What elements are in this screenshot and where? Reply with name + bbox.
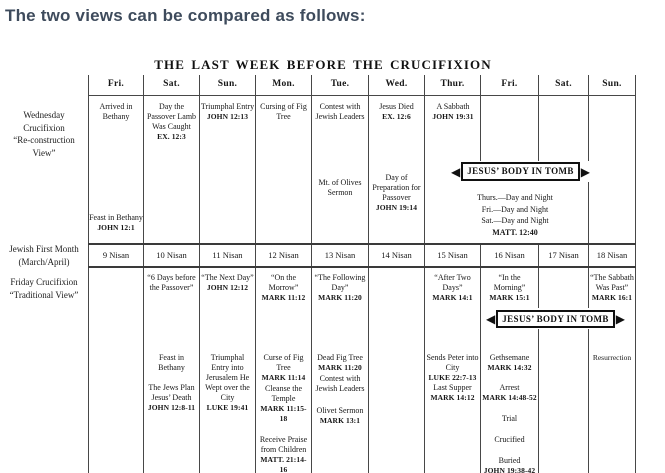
cell-ev-mon: [256, 348, 312, 473]
intro-text: The two views can be compared as follows:: [5, 6, 366, 25]
comparison-table: [88, 75, 636, 473]
event-block: [257, 384, 310, 423]
table-title: THE LAST WEEK BEFORE THE CRUCIFIXION: [154, 57, 492, 72]
scripture-ref: JOHN 19:31: [432, 112, 474, 121]
label-wednesday-view: [0, 109, 88, 159]
event-block: [482, 383, 537, 402]
quote-text: “The Following Day”: [314, 273, 366, 292]
event-block: [426, 383, 479, 402]
cell-ev-tue: [312, 348, 369, 473]
cell-trad-sat1: [144, 267, 200, 348]
quote-text: “On the Morrow”: [268, 273, 299, 292]
scripture-ref: JOHN 12:13: [206, 112, 249, 121]
cell-rec-tue: [312, 96, 369, 245]
scripture-ref: LUKE 22:7-13: [428, 373, 477, 382]
column-divider: [538, 96, 539, 162]
note-line: Thurs.—Day and Night: [477, 193, 553, 202]
event-text: Day of Preparation for Passover: [372, 173, 421, 202]
quote-text: “After Two Days”: [434, 273, 471, 292]
scripture-ref: JOHN 12:1: [97, 222, 135, 232]
scripture-ref: JOHN 19:38-42: [483, 465, 536, 473]
event-block: [89, 213, 143, 232]
event-text: Dead Fig Tree: [317, 353, 363, 362]
tomb-banner-reconstruction: [451, 161, 590, 182]
event-block: [89, 102, 143, 122]
event-text: Contest with Jewish Leaders: [315, 374, 365, 394]
event-text: Triumphal Entry into Jerusalem He Wept over the City: [205, 353, 250, 402]
cell-ev-fri2: [481, 348, 539, 473]
nisan-cell: 11 Nisan: [200, 244, 256, 267]
event-text: Feast in Bethany: [89, 212, 143, 222]
right-arrow-icon: ▶: [580, 164, 591, 179]
nisan-cell: 15 Nisan: [425, 244, 481, 267]
event-block: [313, 406, 367, 425]
cell-trad-thur: [425, 267, 481, 348]
label-line: View”: [32, 147, 56, 158]
event-block: [313, 353, 367, 372]
label-line: “Traditional View”: [9, 289, 79, 300]
event-block: [482, 435, 537, 445]
cell-ev-sat2: [539, 348, 589, 473]
nisan-cell: 13 Nisan: [312, 244, 369, 267]
event-text: Resurrection: [592, 353, 632, 362]
cell-rec-mon: [256, 96, 312, 245]
label-line: Friday Crucifixion: [10, 277, 78, 287]
tomb-note: [445, 192, 585, 238]
nisan-cell: 18 Nisan: [589, 244, 636, 267]
label-jewish-month: [0, 243, 88, 268]
nisan-cell: 10 Nisan: [144, 244, 200, 267]
cell-trad-tue: [312, 267, 369, 348]
day-header-tue: Tue.: [312, 75, 369, 96]
event-text: Triumphal Entry: [200, 102, 255, 111]
event-text: Day the Passover Lamb Was Caught: [146, 102, 197, 131]
event-text: Buried: [498, 455, 521, 465]
day-header-sat1: Sat.: [144, 75, 200, 96]
scripture-ref: MARK 11:20: [318, 363, 362, 372]
event-text: Contest with Jewish Leaders: [315, 102, 365, 121]
event-text: The Jews Plan Jesus’ Death: [148, 383, 195, 402]
event-text: A Sabbath: [436, 102, 470, 111]
event-block: [312, 178, 368, 198]
nisan-cell: 9 Nisan: [89, 244, 144, 267]
nisan-cell: 12 Nisan: [256, 244, 312, 267]
scripture-ref: MATT. 21:14-16: [260, 455, 307, 473]
quote-text: “6 Days before the Passover”: [147, 273, 196, 292]
reconstruction-view-row: [89, 96, 636, 245]
event-text: Jesus Died: [379, 102, 414, 111]
day-header-mon: Mon.: [256, 75, 312, 96]
left-arrow-icon: ◀: [486, 311, 496, 326]
note-line: Sat.—Day and Night: [481, 216, 549, 226]
event-text: Crucified: [494, 434, 525, 444]
cell-ev-wed: [369, 348, 425, 473]
label-friday-view: [0, 276, 88, 301]
scripture-ref: MARK 16:1: [591, 293, 633, 302]
scripture-ref: JOHN 19:14: [375, 203, 418, 212]
scripture-ref: MARK 14:32: [487, 363, 532, 372]
cell-rec-tomb-zone: [425, 96, 589, 245]
event-block: [200, 102, 255, 121]
cell-trad-fri1: [89, 267, 144, 348]
nisan-cell: 17 Nisan: [539, 244, 589, 267]
label-line: Crucifixion: [23, 122, 65, 133]
scripture-ref: MARK 14:1: [432, 293, 473, 302]
event-text: Feast in Bethany: [158, 353, 185, 372]
scripture-ref: JOHN 12:12: [206, 283, 249, 292]
event-text: Arrest: [499, 383, 520, 393]
label-line: “Re-construction: [13, 135, 75, 146]
event-text: Mt. of Olives Sermon: [318, 178, 362, 197]
scripture-ref: EX. 12:3: [157, 132, 186, 141]
event-block: [144, 102, 199, 141]
event-block: [369, 102, 424, 121]
scripture-ref: MARK 11:14: [261, 373, 306, 382]
event-block: [369, 173, 424, 212]
event-text: Sends Peter into City: [426, 353, 479, 372]
day-header-fri2: Fri.: [481, 75, 539, 96]
cell-rec-fri1: [89, 96, 144, 245]
quote-text: “The Sabbath Was Past”: [590, 273, 634, 292]
event-block: [145, 383, 198, 412]
day-header-sun1: Sun.: [200, 75, 256, 96]
scripture-ref: MARK 11:20: [318, 293, 362, 302]
event-block: [256, 102, 311, 122]
event-block: [482, 456, 537, 473]
event-block: [482, 414, 537, 424]
scripture-ref: MARK 14:12: [430, 393, 475, 403]
scripture-ref: MARK 13:1: [319, 416, 361, 426]
day-header-sat2: Sat.: [539, 75, 589, 96]
event-block: [426, 353, 479, 382]
scripture-ref: MARK 11:15-18: [260, 404, 307, 423]
event-text: Cursing of Fig Tree: [260, 102, 307, 121]
day-header-row: [89, 75, 636, 96]
cell-ev-sun2: [589, 348, 636, 473]
scripture-ref: MARK 11:12: [261, 293, 306, 302]
scripture-ref: JOHN 12:8-11: [147, 403, 196, 412]
event-block: [257, 353, 310, 382]
scripture-ref: MARK 15:1: [489, 293, 530, 302]
event-text: Curse of Fig Tree: [263, 353, 304, 372]
cell-rec-sat1: [144, 96, 200, 245]
cell-ev-sat1: [144, 348, 200, 473]
label-line: (March/April): [18, 256, 70, 267]
event-text: Cleanse the Temple: [264, 384, 303, 404]
label-line: Jewish First Month: [9, 244, 79, 254]
cell-trad-wed: [369, 267, 425, 348]
tomb-banner-traditional: [486, 308, 625, 329]
scripture-ref: MATT. 12:40: [492, 227, 538, 237]
nisan-row: [89, 244, 636, 267]
event-block: [145, 353, 198, 373]
event-block: [312, 102, 368, 122]
event-text: Trial: [501, 413, 518, 423]
right-arrow-icon: ▶: [615, 311, 626, 326]
left-arrow-icon: ◀: [451, 164, 461, 179]
day-header-thur: Thur.: [425, 75, 481, 96]
event-text: Receive Praise from Children: [259, 435, 308, 455]
event-text: Gethsemane: [489, 353, 530, 362]
scripture-ref: EX. 12:6: [382, 112, 411, 121]
cell-ev-thur: [425, 348, 481, 473]
tomb-banner-label: JESUS’ BODY IN TOMB: [496, 310, 615, 328]
event-block: [482, 353, 537, 372]
cell-rec-sun2: [589, 96, 636, 245]
day-header-sun2: Sun.: [589, 75, 636, 96]
event-block: [201, 353, 254, 412]
event-text: Arrived in Bethany: [99, 102, 133, 121]
column-divider: [480, 96, 481, 162]
quote-text: “The Next Day”: [201, 273, 254, 282]
nisan-cell: 14 Nisan: [369, 244, 425, 267]
label-line: Wednesday: [23, 110, 65, 120]
event-block: [425, 102, 481, 121]
traditional-events-row: [89, 348, 636, 473]
cell-trad-sun1: [200, 267, 256, 348]
day-header-wed: Wed.: [369, 75, 425, 96]
event-text: Last Supper: [433, 383, 472, 393]
day-header-fri1: Fri.: [89, 75, 144, 96]
cell-ev-sun1: [200, 348, 256, 473]
cell-trad-mon: [256, 267, 312, 348]
cell-ev-fri1: [89, 348, 144, 473]
event-block: [313, 374, 367, 394]
scripture-ref: MARK 14:48-52: [482, 393, 537, 403]
note-line: Fri.—Day and Night: [481, 204, 549, 214]
tomb-banner-label: JESUS’ BODY IN TOMB: [461, 162, 580, 181]
cell-rec-sun1: [200, 96, 256, 245]
cell-rec-wed: [369, 96, 425, 245]
nisan-cell: 16 Nisan: [481, 244, 539, 267]
event-block: [257, 435, 310, 473]
event-block: [590, 353, 634, 362]
quote-text: “In the Morning”: [493, 273, 526, 292]
event-text: Olivet Sermon: [316, 406, 364, 416]
scripture-ref: LUKE 19:41: [206, 403, 249, 412]
